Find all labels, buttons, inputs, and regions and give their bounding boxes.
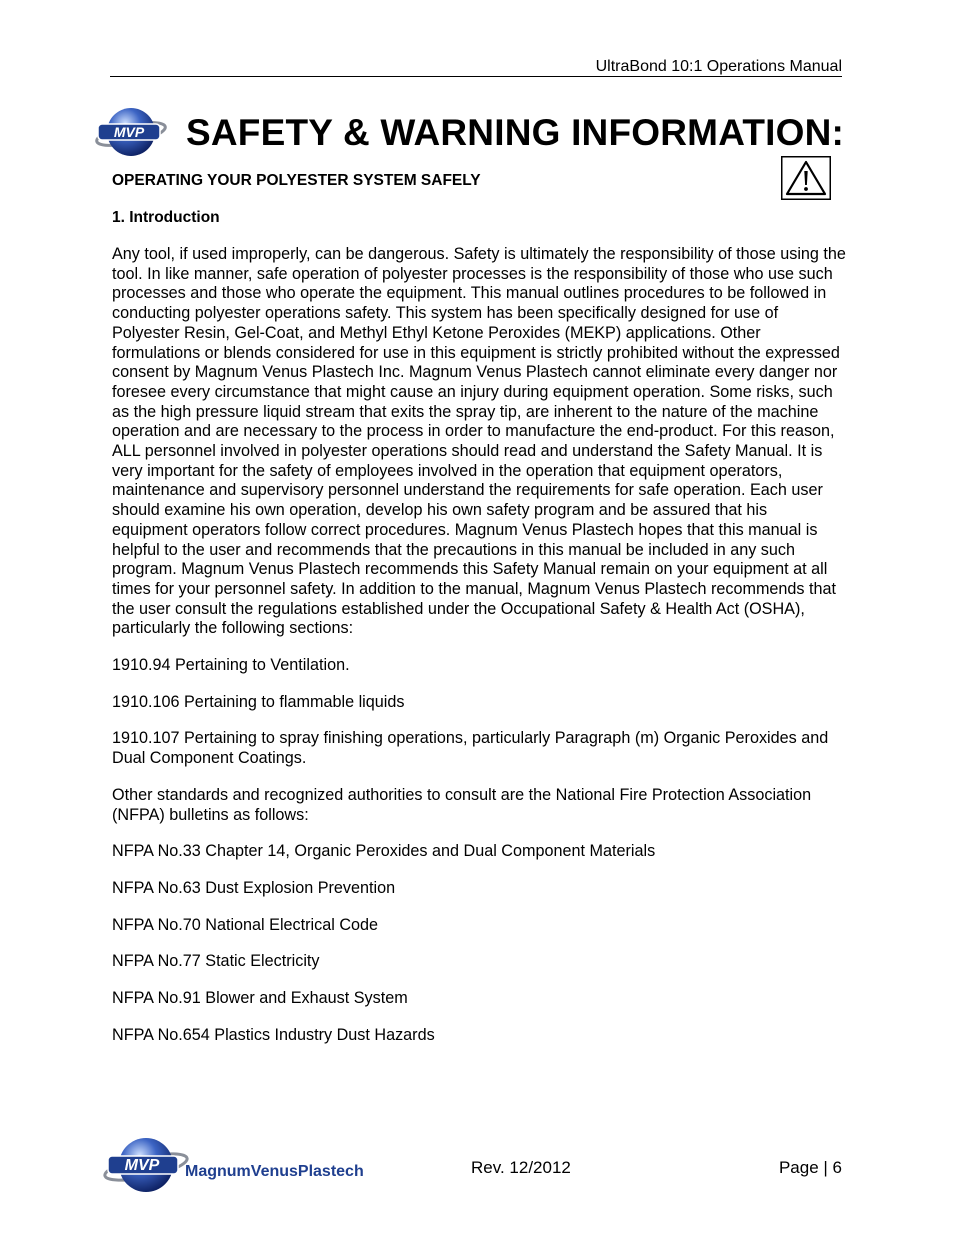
manual-header-title: UltraBond 10:1 Operations Manual [595,58,842,75]
nfpa-bulletin-item: NFPA No.33 Chapter 14, Organic Peroxides and Dual Component Materials [112,842,656,861]
page-title: SAFETY & WARNING INFORMATION: [186,112,845,153]
header-rule [110,76,842,77]
nfpa-bulletin-item: NFPA No.77 Static Electricity [112,952,320,971]
osha-section-item: 1910.107 Pertaining to spray finishing operations, particularly Paragraph (m) Organic Peroxides and Dual Component Coatings. [112,729,829,768]
nfpa-bulletin-item: NFPA No.70 National Electrical Code [112,915,379,934]
osha-section-item: 1910.106 Pertaining to flammable liquids [112,692,405,711]
nfpa-bulletin-item: NFPA No.654 Plastics Industry Dust Hazards [112,1025,435,1044]
footer-logo-badge-text: MVP [124,1157,160,1174]
safety-content [112,171,846,1063]
nfpa-bulletin-item: NFPA No.91 Blower and Exhaust System [112,989,408,1008]
logo-badge-text: MVP [113,124,145,140]
mvp-globe-logo [94,104,168,160]
osha-section-item: 1910.94 Pertaining to Ventilation. [112,656,350,675]
nfpa-intro-paragraph: Other standards and recognized authorities to consult are the National Fire Protection Association (NFPA) bulletins as follows: [112,785,812,824]
nfpa-bulletin-item: NFPA No.63 Dust Explosion Prevention [112,878,396,897]
intro-paragraph: Any tool, if used improperly, can be dangerous. Safety is ultimately the responsibility of those using the tool. In like manner, safe operation of polyester processes is the responsibility of those who use such processes and those who operate the equipment. This manual outlines procedures to be followed in conducting polyester operations safety. This system has been specifically designed for use of Polyester Resin, Gel-Coat, and Methyl Ethyl Ketone Peroxides (MEKP) applications. Other formulations or blends considered for use in this equipment is strictly prohibited without the expressed consent by Magnum Venus Plastech Inc. Magnum Venus Plastech cannot eliminate every danger nor foresee every circumstance that might cause an injury during equipment operation. Some risks, such as the high pressure liquid stream that exits the spray tip, are inherent to the nature of the machine operation and are necessary to the process in order to manufacture the end-product. For this reason, ALL personnel involved in polyester operations should read and understand the Safety Manual. It is very important for the safety of employees involved in the operation that equipment operators, maintenance and supervisory personnel understand the requirements for safe operation. Each user should examine his own operation, develop his own safety program and be assured that his equipment operators follow correct procedures. Magnum Venus Plastech hopes that this manual is helpful to the user and recommends that the precautions in this manual be included in any such program. Magnum Venus Plastech recommends this Safety Manual remain on your equipment at all times for your personnel safety. In addition to the manual, Magnum Venus Plastech recommends that the user consult the regulations established under the Occupational Safety & Health Act (OSHA), particularly the following sections: [112,245,846,638]
footer-revision: Rev. 12/2012 [471,1158,571,1177]
footer-company-name: MagnumVenusPlastech [185,1163,364,1180]
section-subheading: 1. Introduction [112,209,220,226]
footer-page-number: Page | 6 [778,1158,842,1177]
footer-company-logo [100,1134,390,1196]
section-heading: OPERATING YOUR POLYESTER SYSTEM SAFELY [112,172,481,189]
